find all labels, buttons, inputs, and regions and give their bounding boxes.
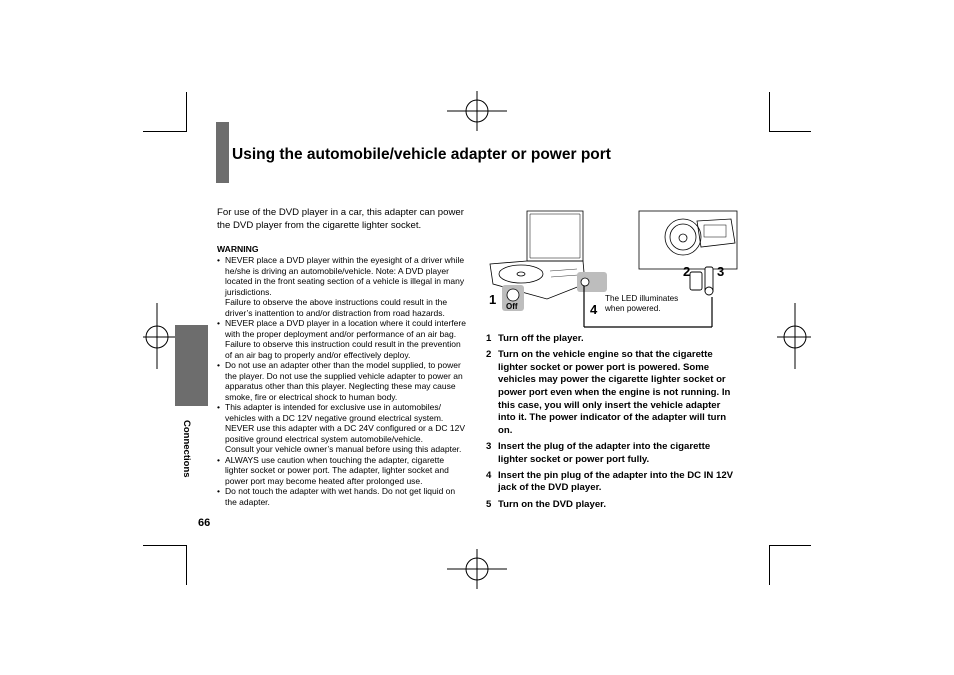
step-item: 1 Turn off the player.: [486, 333, 584, 344]
warning-item: • ALWAYS use caution when touching the adapter, cigarette lighter socket or power port. The adapter, lighter socket and power port may become heated after prolonged use.: [217, 455, 467, 487]
intro-text: For use of the DVD player in a car, this adapter can power the DVD player from the cigarette lighter socket.: [217, 207, 464, 231]
off-label: Off: [506, 302, 518, 311]
warning-list: [217, 255, 467, 507]
section-tab: [175, 325, 208, 406]
connection-illustration: [485, 209, 740, 329]
section-tab-label: Connections: [181, 420, 192, 478]
led-note: when powered.: [605, 304, 661, 313]
page-title: Using the automobile/vehicle adapter or power port: [232, 146, 611, 163]
dashboard-drawing: [639, 211, 737, 269]
warning-heading: WARNING: [217, 244, 259, 254]
step-item: 4 Insert the pin plug of the adapter into the DC IN 12V jack of the DVD player.: [486, 469, 734, 494]
step-item: 5 Turn on the DVD player.: [486, 498, 607, 510]
step-item: 2 Turn on the vehicle engine so that the cigarette lighter socket or power port is powered. Some vehicles may power the cigarette lighter socket or power port even when the engine is not running. In this case, you will only insert the vehicle adapter into it. The power indicator of the adapter will turn on.: [486, 349, 731, 436]
instruction-steps: [486, 333, 738, 515]
warning-item: • NEVER place a DVD player in a location where it could interfere with the proper deployment and/or performance of an air bag. Failure to observe this instruction could result in the prevention of an air bag to properly and/or effectively deploy.: [217, 318, 467, 360]
warning-item: • Do not use an adapter other than the model supplied, to power the player. Do not use the supplied vehicle adapter to power an apparatus other than this player. Neglecting these may cause smoke, fire or electrical shock to human body.: [217, 360, 467, 402]
page-number: 66: [198, 517, 211, 529]
callout-2: 2: [683, 264, 691, 279]
warning-item: • NEVER place a DVD player within the eyesight of a driver while he/she is driving an automobile/vehicle. Note: A DVD player located in the front seating section of a vehicle is illegal in many jurisdictions. Failure to observe the above instructions could result in the driver’s inattention to and/or distraction from road hazards.: [217, 255, 467, 318]
led-note: The LED illuminates: [605, 294, 679, 303]
warning-item: • Do not touch the adapter with wet hands. Do not get liquid on the adapter.: [217, 486, 467, 507]
callout-1: 1: [489, 292, 497, 307]
callout-3: 3: [717, 264, 725, 279]
step-item: 3 Insert the plug of the adapter into the cigarette lighter socket or power port fully.: [486, 440, 711, 465]
power-switch-callout: [489, 285, 524, 311]
title-accent-bar: [216, 122, 229, 183]
callout-4: 4: [590, 302, 598, 317]
warning-item: • This adapter is intended for exclusive use in automobiles/ vehicles with a DC 12V negative ground electrical system. NEVER use this adapter with a DC 24V configured or a DC 12V positive ground electrical system automobile/vehicle. Consult your vehicle owner’s manual before using this adapter.: [217, 402, 467, 455]
